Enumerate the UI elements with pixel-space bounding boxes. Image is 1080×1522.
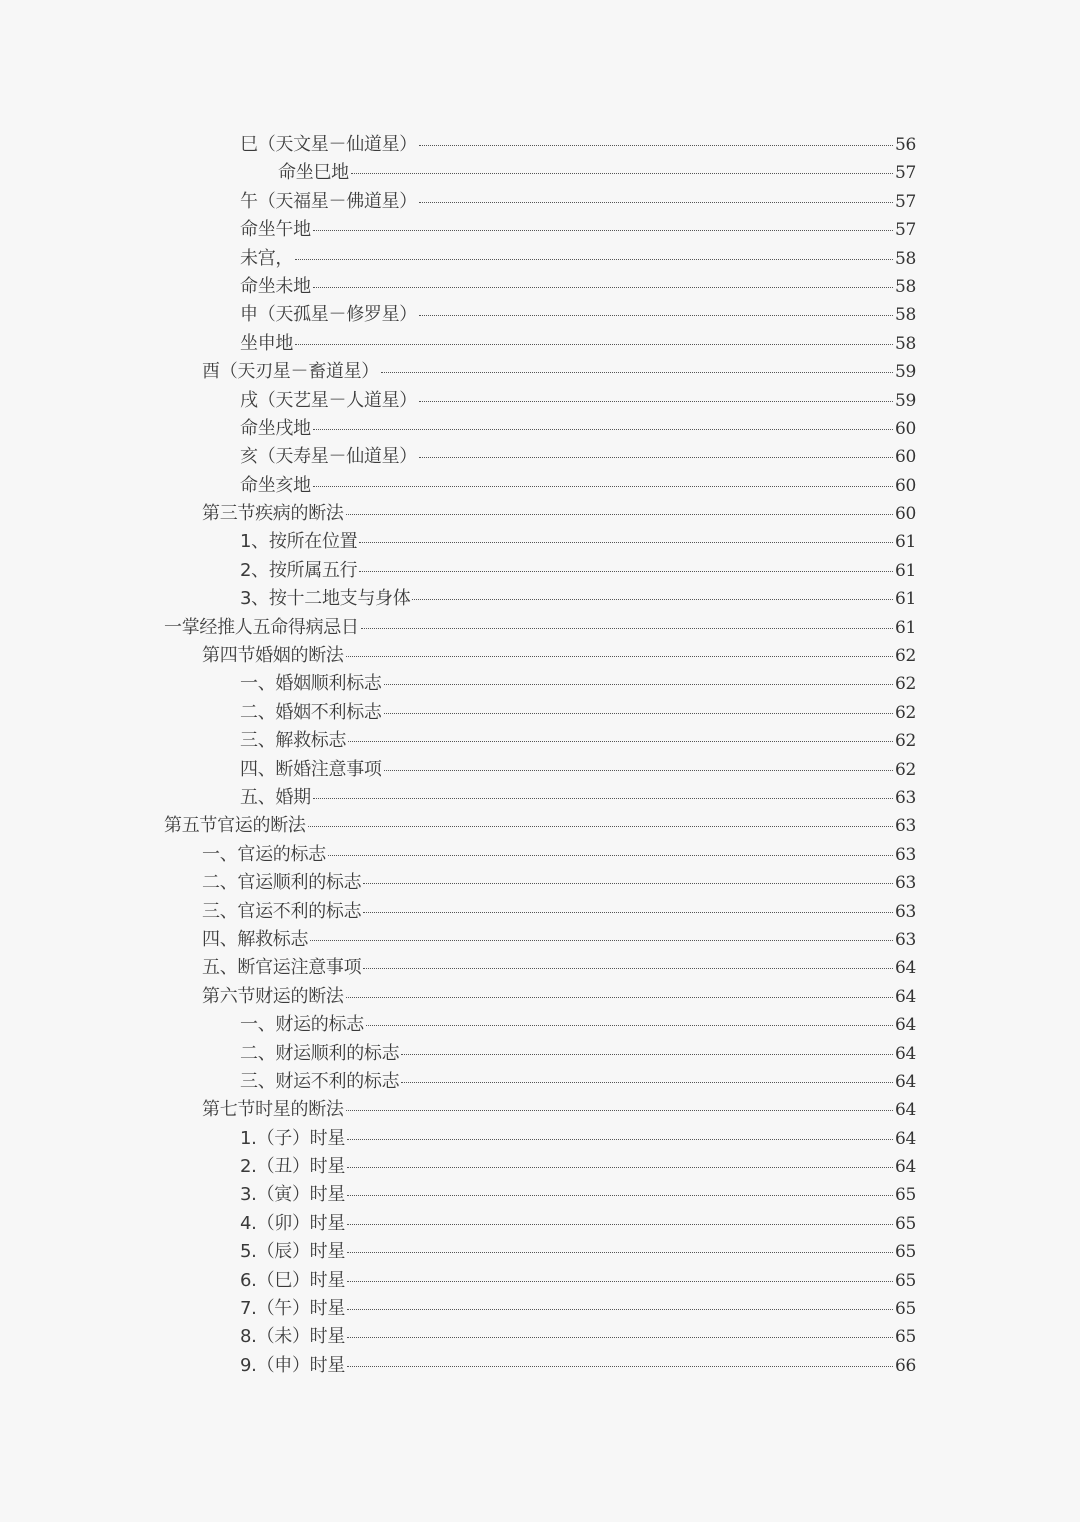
- toc-page-number: 64: [894, 1071, 916, 1092]
- toc-entry[interactable]: [0, 669, 1080, 697]
- toc-page-number: 64: [894, 958, 916, 979]
- toc-page-number: 57: [894, 220, 916, 241]
- toc-page-number: 62: [894, 702, 916, 723]
- toc-page-number: 56: [894, 135, 916, 155]
- toc-page-number: 61: [894, 617, 916, 638]
- toc-page-number: 66: [894, 1355, 916, 1376]
- dot-leader: [384, 769, 893, 771]
- table-of-contents: [0, 130, 1080, 1379]
- toc-entry[interactable]: [0, 1095, 1080, 1123]
- toc-page-number: 64: [894, 1015, 916, 1036]
- toc-page-number: 64: [894, 1128, 916, 1149]
- toc-entry-title: 3.（寅）时星: [240, 1184, 346, 1206]
- toc-entry[interactable]: [0, 357, 1080, 385]
- dot-leader: [351, 172, 893, 174]
- toc-entry[interactable]: [0, 1124, 1080, 1152]
- toc-page-number: 64: [894, 1043, 916, 1064]
- toc-entry[interactable]: [0, 386, 1080, 414]
- toc-entry[interactable]: [0, 527, 1080, 555]
- dot-leader: [361, 627, 893, 629]
- toc-entry-title: 一、财运的标志: [240, 1014, 364, 1036]
- toc-entry-title: 8.（未）时星: [240, 1326, 346, 1348]
- dot-leader: [348, 740, 893, 742]
- dot-leader: [313, 485, 893, 487]
- toc-page-number: 59: [894, 390, 916, 411]
- toc-page-number: 63: [894, 844, 916, 865]
- toc-entry-title: 第三节疾病的断法: [202, 503, 344, 525]
- toc-entry[interactable]: [0, 783, 1080, 811]
- toc-page-number: 63: [894, 929, 916, 950]
- toc-page-number: 65: [894, 1327, 916, 1348]
- dot-leader: [347, 1365, 893, 1367]
- toc-entry[interactable]: [0, 613, 1080, 641]
- toc-entry[interactable]: [0, 1351, 1080, 1379]
- toc-entry-title: 第六节财运的断法: [202, 985, 344, 1007]
- toc-page-number: 62: [894, 759, 916, 780]
- toc-entry-title: 四、解救标志: [202, 928, 309, 950]
- toc-entry-title: 三、财运不利的标志: [240, 1070, 400, 1092]
- toc-entry-title: 5.（辰）时星: [240, 1241, 346, 1263]
- toc-entry-title: 申（天孤星－修罗星）: [240, 304, 417, 326]
- toc-entry-title: 2.（丑）时星: [240, 1156, 346, 1178]
- toc-entry[interactable]: [0, 1237, 1080, 1265]
- dot-leader: [359, 541, 893, 543]
- dot-leader: [347, 1336, 893, 1338]
- toc-page-number: 62: [894, 674, 916, 695]
- dot-leader: [313, 229, 893, 231]
- dot-leader: [328, 854, 893, 856]
- toc-page-number: 60: [894, 418, 916, 439]
- toc-page-number: 64: [894, 1157, 916, 1178]
- toc-entry-title: 6.（巳）时星: [240, 1269, 346, 1291]
- toc-entry-title: 2、按所属五行: [240, 559, 358, 581]
- toc-page-number: 60: [894, 504, 916, 525]
- toc-entry[interactable]: [0, 1152, 1080, 1180]
- toc-entry[interactable]: [0, 1322, 1080, 1350]
- toc-entry-title: 四、断婚注意事项: [240, 758, 382, 780]
- toc-entry-title: 三、官运不利的标志: [202, 900, 362, 922]
- dot-leader: [401, 1053, 893, 1055]
- toc-entry[interactable]: [0, 556, 1080, 584]
- dot-leader: [347, 1308, 893, 1310]
- dot-leader: [412, 598, 893, 600]
- dot-leader: [347, 1138, 893, 1140]
- dot-leader: [295, 343, 893, 345]
- toc-entry-title: 三、解救标志: [240, 730, 347, 752]
- toc-page-number: 57: [894, 163, 916, 184]
- toc-page-number: 65: [894, 1185, 916, 1206]
- toc-page-number: 58: [894, 305, 916, 326]
- dot-leader: [346, 996, 893, 998]
- toc-entry-title: 1、按所在位置: [240, 531, 358, 553]
- dot-leader: [295, 258, 893, 260]
- toc-entry-title: 第四节婚姻的断法: [202, 645, 344, 667]
- toc-entry-title: 3、按十二地支与身体: [240, 588, 411, 610]
- toc-entry-title: 未宫，: [240, 247, 294, 269]
- toc-entry[interactable]: [0, 1010, 1080, 1038]
- toc-entry[interactable]: [0, 499, 1080, 527]
- dot-leader: [313, 286, 893, 288]
- dot-leader: [313, 428, 893, 430]
- toc-entry-title: 1.（子）时星: [240, 1127, 346, 1149]
- toc-entry-title: 一、官运的标志: [202, 843, 326, 865]
- dot-leader: [313, 797, 893, 799]
- toc-entry[interactable]: [0, 300, 1080, 328]
- toc-entry-title: 第七节时星的断法: [202, 1099, 344, 1121]
- dot-leader: [419, 314, 893, 316]
- toc-entry-title: 一、婚姻顺利标志: [240, 673, 382, 695]
- dot-leader: [419, 400, 893, 402]
- toc-page-number: 59: [894, 362, 916, 383]
- toc-entry-title: 命坐午地: [240, 219, 311, 241]
- toc-entry-title: 亥（天寿星－仙道星）: [240, 446, 417, 468]
- toc-entry-title: 戌（天艺星－人道星）: [240, 389, 417, 411]
- toc-entry[interactable]: [0, 215, 1080, 243]
- dot-leader: [308, 825, 893, 827]
- toc-entry[interactable]: [0, 1039, 1080, 1067]
- toc-entry[interactable]: [0, 1067, 1080, 1095]
- toc-entry-title: 酉（天刃星－畜道星）: [202, 361, 379, 383]
- dot-leader: [363, 967, 893, 969]
- toc-page-number: 61: [894, 532, 916, 553]
- toc-page-number: 58: [894, 248, 916, 269]
- toc-entry-title: 五、断官运注意事项: [202, 957, 362, 979]
- toc-entry[interactable]: [0, 187, 1080, 215]
- dot-leader: [310, 939, 893, 941]
- toc-entry[interactable]: [0, 244, 1080, 272]
- toc-entry-title: 午（天福星－佛道星）: [240, 190, 417, 212]
- dot-leader: [384, 683, 893, 685]
- toc-page-number: 65: [894, 1270, 916, 1291]
- toc-entry[interactable]: [0, 130, 1080, 158]
- dot-leader: [419, 201, 893, 203]
- toc-entry[interactable]: [0, 982, 1080, 1010]
- toc-page-number: 58: [894, 276, 916, 297]
- toc-page-number: 64: [894, 1100, 916, 1121]
- toc-page-number: 63: [894, 901, 916, 922]
- dot-leader: [347, 1223, 893, 1225]
- toc-entry-title: 二、财运顺利的标志: [240, 1042, 400, 1064]
- toc-entry[interactable]: [0, 1209, 1080, 1237]
- dot-leader: [346, 513, 893, 515]
- toc-page-number: 65: [894, 1242, 916, 1263]
- toc-page-number: 63: [894, 787, 916, 808]
- toc-entry-title: 五、婚期: [240, 786, 311, 808]
- toc-entry[interactable]: [0, 641, 1080, 669]
- dot-leader: [401, 1081, 893, 1083]
- toc-entry-title: 命坐巳地: [278, 162, 349, 184]
- dot-leader: [363, 911, 893, 913]
- toc-page-number: 61: [894, 560, 916, 581]
- toc-entry-title: 坐申地: [240, 332, 294, 354]
- dot-leader: [347, 1251, 893, 1253]
- dot-leader: [419, 456, 893, 458]
- toc-page-number: 60: [894, 447, 916, 468]
- toc-entry[interactable]: [0, 811, 1080, 839]
- dot-leader: [347, 1166, 893, 1168]
- toc-page-number: 60: [894, 475, 916, 496]
- dot-leader: [363, 882, 893, 884]
- toc-entry-title: 9.（申）时星: [240, 1354, 346, 1376]
- toc-entry-title: 命坐亥地: [240, 474, 311, 496]
- toc-entry-title: 二、婚姻不利标志: [240, 701, 382, 723]
- toc-entry[interactable]: [0, 840, 1080, 868]
- toc-entry[interactable]: [0, 755, 1080, 783]
- toc-entry[interactable]: [0, 329, 1080, 357]
- toc-entry[interactable]: [0, 471, 1080, 499]
- dot-leader: [381, 371, 893, 373]
- toc-page-number: 64: [894, 986, 916, 1007]
- toc-page-number: 62: [894, 646, 916, 667]
- dot-leader: [419, 144, 893, 146]
- toc-page-number: 65: [894, 1299, 916, 1320]
- toc-entry[interactable]: [0, 925, 1080, 953]
- toc-entry-title: 命坐未地: [240, 275, 311, 297]
- toc-page-number: 58: [894, 333, 916, 354]
- toc-entry[interactable]: [0, 1294, 1080, 1322]
- toc-page-number: 63: [894, 873, 916, 894]
- toc-entry-title: 二、官运顺利的标志: [202, 872, 362, 894]
- toc-entry[interactable]: [0, 442, 1080, 470]
- toc-page-number: 62: [894, 731, 916, 752]
- toc-entry[interactable]: [0, 272, 1080, 300]
- toc-entry-title: 4.（卯）时星: [240, 1212, 346, 1234]
- dot-leader: [346, 655, 893, 657]
- toc-entry[interactable]: [0, 158, 1080, 186]
- dot-leader: [359, 570, 893, 572]
- toc-entry[interactable]: [0, 698, 1080, 726]
- dot-leader: [366, 1024, 893, 1026]
- dot-leader: [346, 1109, 893, 1111]
- toc-entry[interactable]: [0, 584, 1080, 612]
- dot-leader: [384, 712, 893, 714]
- toc-entry-title: 第五节官运的断法: [164, 815, 306, 837]
- toc-entry-title: 巳（天文星－仙道星）: [240, 134, 417, 155]
- toc-entry[interactable]: [0, 868, 1080, 896]
- toc-page-number: 57: [894, 191, 916, 212]
- toc-entry[interactable]: [0, 897, 1080, 925]
- toc-entry-title: 一掌经推人五命得病忌日: [164, 616, 359, 638]
- toc-entry[interactable]: [0, 1180, 1080, 1208]
- toc-entry-title: 命坐戌地: [240, 417, 311, 439]
- toc-entry[interactable]: [0, 414, 1080, 442]
- toc-page-number: 63: [894, 816, 916, 837]
- toc-entry[interactable]: [0, 953, 1080, 981]
- toc-entry[interactable]: [0, 726, 1080, 754]
- toc-entry[interactable]: [0, 1266, 1080, 1294]
- dot-leader: [347, 1194, 893, 1196]
- toc-page-number: 61: [894, 589, 916, 610]
- toc-entry-title: 7.（午）时星: [240, 1298, 346, 1320]
- toc-page-number: 65: [894, 1213, 916, 1234]
- dot-leader: [347, 1280, 893, 1282]
